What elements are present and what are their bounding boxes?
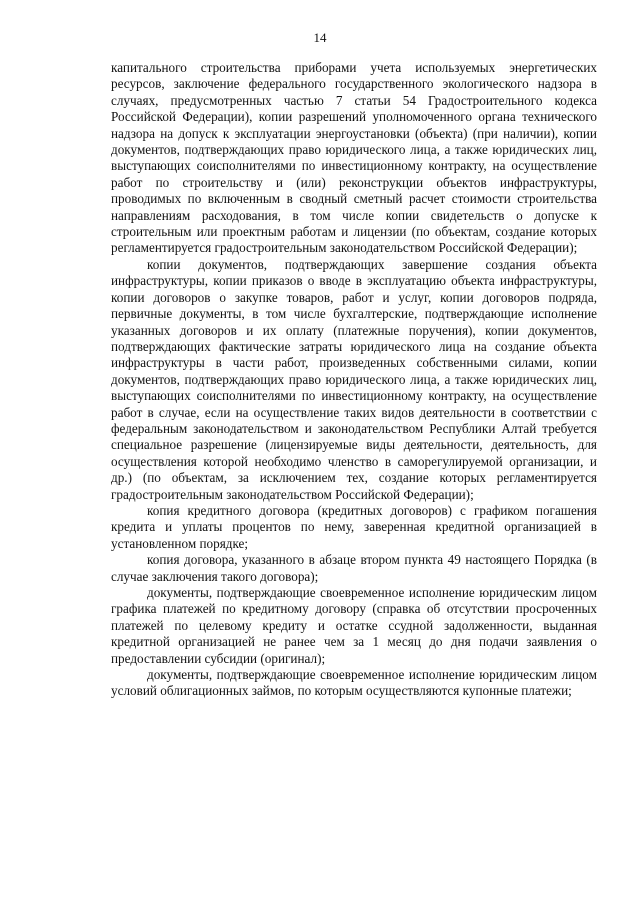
paragraph: копии документов, подтверждающих завершение создания объекта инфраструктуры, копии приказов о вводе в эксплуатацию объекта инфраструктуры, копии договоров о закупке товаров, работ и услуг, копии договоров подряда, первичные документы, в том числе бухгалтерские, подтверждающие исполнение указанных договоров и их оплату (платежные поручения), копии документов, подтверждающих фактические затраты юридического лица на создание объекта инфраструктуры в части работ, произведенных собственными силами, копии документов, подтверждающих право юридического лица, а также юридических лиц, выступающих соисполнителями по инвестиционному контракту, на осуществление работ в случае, если на осуществление таких видов деятельности в соответствии с федеральным законодательством и законодательством Республики Алтай требуется специальное разрешение (лицензируемые виды деятельности, деятельность, для осуществления которой необходимо членство в саморегулируемой организации, и др.) (по объектам, за исключением тех, создание которых регламентируется градостроительным законодательством Российской Федерации);	[111, 256, 597, 502]
paragraph: документы, подтверждающие своевременное исполнение юридическим лицом условий облигационных займов, по которым осуществляются купонные платежи;	[111, 667, 597, 699]
paragraph: документы, подтверждающие своевременное исполнение юридическим лицом графика платежей по кредитному договору (справка об отсутствии просроченных платежей по целевому кредиту и остатке ссудной задолженности, выданная кредитной организацией не ранее чем за 1 месяц до дня подачи заявления о предоставлении субсидии (оригинал);	[111, 585, 597, 666]
document-body	[111, 60, 597, 700]
paragraph: копия договора, указанного в абзаце втором пункта 49 настоящего Порядка (в случае заключения такого договора);	[111, 552, 597, 584]
paragraph: капитального строительства приборами учета используемых энергетических ресурсов, заключение федерального государственного экологического надзора в случаях, предусмотренных частью 7 статьи 54 Градостроительного кодекса Российской Федерации), копии разрешений уполномоченного органа технического надзора на допуск к эксплуатации энергоустановки (объекта) (при наличии), копии документов, подтверждающих право юридического лица, а также юридических лиц, выступающих соисполнителями по инвестиционному контракту, на осуществление работ по строительству и (или) реконструкции объектов инфраструктуры, проводимых по включенным в сводный сметный расчет стоимости строительства направлениям расходования, в том числе копии свидетельств о допуске к строительным или проектным работам и лицензии (по объектам, создание которых регламентируется градостроительным законодательством Российской Федерации);	[111, 60, 597, 256]
paragraph: копия кредитного договора (кредитных договоров) с графиком погашения кредита и уплаты процентов по нему, заверенная кредитной организацией в установленном порядке;	[111, 502, 597, 551]
page-number: 14	[313, 30, 327, 45]
